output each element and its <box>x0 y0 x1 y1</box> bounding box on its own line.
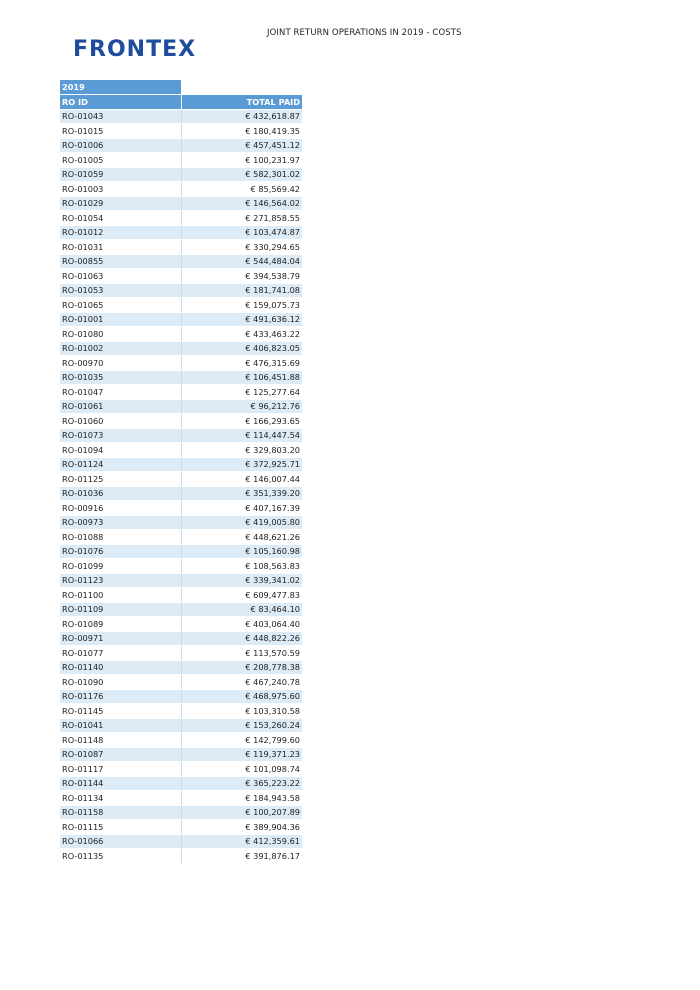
ro-id-cell: RO-01053 <box>60 283 181 298</box>
table-row <box>60 675 302 690</box>
ro-id-cell: RO-01029 <box>60 196 181 211</box>
total-paid-cell: € 468,975.60 <box>181 689 302 704</box>
total-paid-cell: € 544,484.04 <box>181 254 302 269</box>
total-paid-cell: € 412,359.61 <box>181 834 302 849</box>
table-row <box>60 733 302 748</box>
year-row <box>60 80 302 95</box>
table-row <box>60 602 302 617</box>
total-paid-cell: € 146,564.02 <box>181 196 302 211</box>
table-row <box>60 153 302 168</box>
table-row <box>60 805 302 820</box>
table-row <box>60 718 302 733</box>
ro-id-cell: RO-01002 <box>60 341 181 356</box>
costs-table <box>60 80 302 864</box>
ro-id-cell: RO-01059 <box>60 167 181 182</box>
total-paid-cell: € 329,803.20 <box>181 443 302 458</box>
ro-id-cell: RO-01077 <box>60 646 181 661</box>
table-row <box>60 370 302 385</box>
table-row <box>60 834 302 849</box>
table-row <box>60 747 302 762</box>
ro-id-cell: RO-00916 <box>60 501 181 516</box>
table-row <box>60 849 302 864</box>
ro-id-cell: RO-01099 <box>60 559 181 574</box>
total-paid-cell: € 448,621.26 <box>181 530 302 545</box>
total-paid-cell: € 125,277.64 <box>181 385 302 400</box>
ro-id-cell: RO-01090 <box>60 675 181 690</box>
ro-id-cell: RO-01080 <box>60 327 181 342</box>
ro-id-cell: RO-01060 <box>60 414 181 429</box>
table-row <box>60 298 302 313</box>
ro-id-cell: RO-01124 <box>60 457 181 472</box>
total-paid-cell: € 208,778.38 <box>181 660 302 675</box>
table-row <box>60 689 302 704</box>
table-row <box>60 457 302 472</box>
ro-id-cell: RO-01089 <box>60 617 181 632</box>
table-row <box>60 660 302 675</box>
total-paid-cell: € 582,301.02 <box>181 167 302 182</box>
ro-id-cell: RO-01015 <box>60 124 181 139</box>
total-paid-cell: € 394,538.79 <box>181 269 302 284</box>
ro-id-cell: RO-01135 <box>60 849 181 864</box>
ro-id-cell: RO-01144 <box>60 776 181 791</box>
total-paid-cell: € 113,570.59 <box>181 646 302 661</box>
total-paid-cell: € 389,904.36 <box>181 820 302 835</box>
total-paid-cell: € 108,563.83 <box>181 559 302 574</box>
table-row <box>60 820 302 835</box>
total-paid-cell: € 351,339.20 <box>181 486 302 501</box>
total-paid-cell: € 391,876.17 <box>181 849 302 864</box>
table-row <box>60 646 302 661</box>
table-row <box>60 283 302 298</box>
table-row <box>60 356 302 371</box>
total-paid-cell: € 467,240.78 <box>181 675 302 690</box>
ro-id-cell: RO-01054 <box>60 211 181 226</box>
ro-id-cell: RO-01065 <box>60 298 181 313</box>
ro-id-cell: RO-01005 <box>60 153 181 168</box>
ro-id-cell: RO-01176 <box>60 689 181 704</box>
ro-id-cell: RO-01094 <box>60 443 181 458</box>
table-row <box>60 254 302 269</box>
total-paid-cell: € 609,477.83 <box>181 588 302 603</box>
total-paid-cell: € 83,464.10 <box>181 602 302 617</box>
total-paid-cell: € 100,207.89 <box>181 805 302 820</box>
ro-id-cell: RO-01041 <box>60 718 181 733</box>
total-paid-cell: € 491,636.12 <box>181 312 302 327</box>
total-paid-cell: € 476,315.69 <box>181 356 302 371</box>
total-paid-cell: € 180,419.35 <box>181 124 302 139</box>
table-row <box>60 327 302 342</box>
total-paid-cell: € 432,618.87 <box>181 109 302 124</box>
total-paid-cell: € 184,943.58 <box>181 791 302 806</box>
ro-id-cell: RO-00973 <box>60 515 181 530</box>
table-row <box>60 588 302 603</box>
ro-id-cell: RO-01073 <box>60 428 181 443</box>
ro-id-cell: RO-01047 <box>60 385 181 400</box>
ro-id-cell: RO-01123 <box>60 573 181 588</box>
year-row-blank <box>181 80 302 95</box>
table-row <box>60 428 302 443</box>
total-paid-cell: € 271,858.55 <box>181 211 302 226</box>
total-paid-cell: € 146,007.44 <box>181 472 302 487</box>
table-row <box>60 109 302 124</box>
table-row <box>60 225 302 240</box>
total-paid-cell: € 407,167.39 <box>181 501 302 516</box>
header-total-paid: TOTAL PAID <box>181 95 302 110</box>
ro-id-cell: RO-01003 <box>60 182 181 197</box>
table-row <box>60 211 302 226</box>
ro-id-cell: RO-01061 <box>60 399 181 414</box>
table-row <box>60 196 302 211</box>
header-row <box>60 95 302 110</box>
total-paid-cell: € 457,451.12 <box>181 138 302 153</box>
ro-id-cell: RO-01087 <box>60 747 181 762</box>
total-paid-cell: € 153,260.24 <box>181 718 302 733</box>
table-row <box>60 124 302 139</box>
table-row <box>60 240 302 255</box>
total-paid-cell: € 119,371.23 <box>181 747 302 762</box>
total-paid-cell: € 100,231.97 <box>181 153 302 168</box>
table-row <box>60 138 302 153</box>
year-cell: 2019 <box>60 80 181 95</box>
table-row <box>60 472 302 487</box>
ro-id-cell: RO-01063 <box>60 269 181 284</box>
table-row <box>60 791 302 806</box>
table-row <box>60 167 302 182</box>
ro-id-cell: RO-01088 <box>60 530 181 545</box>
ro-id-cell: RO-01125 <box>60 472 181 487</box>
table-row <box>60 704 302 719</box>
ro-id-cell: RO-01043 <box>60 109 181 124</box>
table-row <box>60 559 302 574</box>
total-paid-cell: € 181,741.08 <box>181 283 302 298</box>
table-row <box>60 544 302 559</box>
ro-id-cell: RO-01134 <box>60 791 181 806</box>
header-ro-id: RO ID <box>60 95 181 110</box>
ro-id-cell: RO-00971 <box>60 631 181 646</box>
total-paid-cell: € 433,463.22 <box>181 327 302 342</box>
ro-id-cell: RO-01012 <box>60 225 181 240</box>
table-row <box>60 515 302 530</box>
document-title: JOINT RETURN OPERATIONS IN 2019 - COSTS <box>267 28 462 38</box>
total-paid-cell: € 85,569.42 <box>181 182 302 197</box>
ro-id-cell: RO-00855 <box>60 254 181 269</box>
table-row <box>60 486 302 501</box>
ro-id-cell: RO-01006 <box>60 138 181 153</box>
ro-id-cell: RO-01148 <box>60 733 181 748</box>
total-paid-cell: € 159,075.73 <box>181 298 302 313</box>
total-paid-cell: € 101,098.74 <box>181 762 302 777</box>
ro-id-cell: RO-01035 <box>60 370 181 385</box>
ro-id-cell: RO-01031 <box>60 240 181 255</box>
ro-id-cell: RO-01115 <box>60 820 181 835</box>
table-row <box>60 530 302 545</box>
total-paid-cell: € 448,822.26 <box>181 631 302 646</box>
ro-id-cell: RO-01158 <box>60 805 181 820</box>
ro-id-cell: RO-01145 <box>60 704 181 719</box>
total-paid-cell: € 96,212.76 <box>181 399 302 414</box>
total-paid-cell: € 166,293.65 <box>181 414 302 429</box>
total-paid-cell: € 406,823.05 <box>181 341 302 356</box>
total-paid-cell: € 142,799.60 <box>181 733 302 748</box>
total-paid-cell: € 330,294.65 <box>181 240 302 255</box>
table-row <box>60 182 302 197</box>
table-row <box>60 443 302 458</box>
ro-id-cell: RO-01140 <box>60 660 181 675</box>
table-row <box>60 269 302 284</box>
ro-id-cell: RO-01066 <box>60 834 181 849</box>
table-row <box>60 414 302 429</box>
table-row <box>60 312 302 327</box>
table-row <box>60 341 302 356</box>
ro-id-cell: RO-01109 <box>60 602 181 617</box>
table-row <box>60 617 302 632</box>
total-paid-cell: € 114,447.54 <box>181 428 302 443</box>
table-row <box>60 573 302 588</box>
total-paid-cell: € 103,474.87 <box>181 225 302 240</box>
ro-id-cell: RO-01001 <box>60 312 181 327</box>
total-paid-cell: € 103,310.58 <box>181 704 302 719</box>
ro-id-cell: RO-01036 <box>60 486 181 501</box>
total-paid-cell: € 105,160.98 <box>181 544 302 559</box>
ro-id-cell: RO-01117 <box>60 762 181 777</box>
ro-id-cell: RO-00970 <box>60 356 181 371</box>
table-row <box>60 501 302 516</box>
ro-id-cell: RO-01100 <box>60 588 181 603</box>
ro-id-cell: RO-01076 <box>60 544 181 559</box>
total-paid-cell: € 372,925.71 <box>181 457 302 472</box>
total-paid-cell: € 106,451.88 <box>181 370 302 385</box>
table-row <box>60 399 302 414</box>
total-paid-cell: € 365,223.22 <box>181 776 302 791</box>
table-row <box>60 385 302 400</box>
frontex-logo: FRONTEX <box>73 37 197 62</box>
total-paid-cell: € 403,064.40 <box>181 617 302 632</box>
table-row <box>60 631 302 646</box>
table-row <box>60 762 302 777</box>
total-paid-cell: € 419,005.80 <box>181 515 302 530</box>
table-row <box>60 776 302 791</box>
total-paid-cell: € 339,341.02 <box>181 573 302 588</box>
